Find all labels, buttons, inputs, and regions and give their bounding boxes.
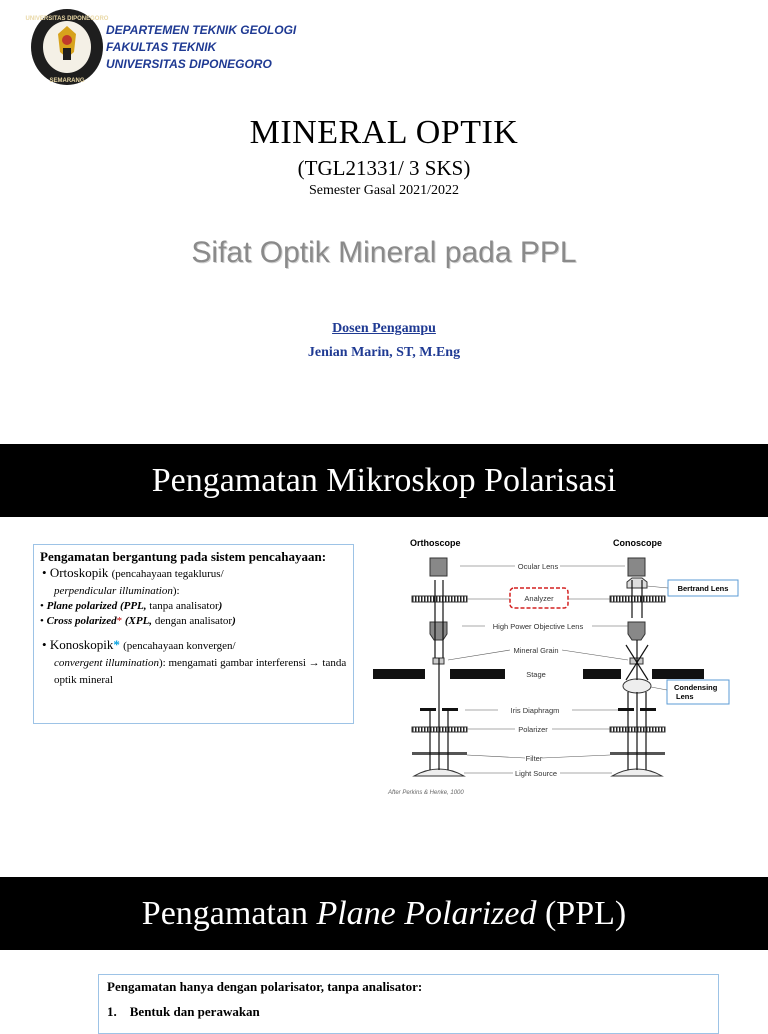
ocular-lens-label: Ocular Lens <box>517 562 559 571</box>
ocular-lens-left <box>430 558 447 576</box>
objective-left <box>430 622 447 640</box>
konoskopik-desc-b: convergent illumination <box>54 657 159 669</box>
filter-label: Filter <box>525 754 543 763</box>
ppl-textbox <box>98 974 719 1034</box>
ortoskopik-desc-c: ): <box>172 585 180 597</box>
konoskopik-term: Konoskopik <box>49 637 114 652</box>
xpl-term: Cross polarized <box>46 615 117 627</box>
logo-text-top: UNIVERSITAS DIPONEGORO <box>25 16 109 22</box>
ppl-term: Plane polarized <box>46 600 118 612</box>
semester: Semester Gasal 2021/2022 <box>308 183 460 198</box>
konoskopik-star: * <box>113 637 120 652</box>
condensing-callout-label-1: Condensing <box>674 683 718 692</box>
lighting-system-textbox <box>33 544 354 724</box>
konoskopik-desc-a: (pencahayaan konvergen/ <box>123 640 236 652</box>
ppl-header-c: (PPL) <box>536 895 627 932</box>
conoscope-label: Conoscope <box>613 538 663 548</box>
condensing-callout-label-2: Lens <box>676 692 694 701</box>
lecturer-name: Jenian Marin, ST, M.Eng <box>307 345 461 360</box>
institution-line-1: DEPARTEMEN TEKNIK GEOLOGI <box>106 23 297 37</box>
konoskopik-desc-c: ): mengamati gambar interferensi → tanda optik mineral <box>54 657 347 686</box>
ortoskopik-desc-b: perpendicular illumination <box>54 585 173 597</box>
orthoscope-label: Orthoscope <box>410 538 461 548</box>
analyzer-label: Analyzer <box>524 594 554 603</box>
ppl-header-a: Pengamatan <box>141 895 317 932</box>
iris-diaphragm-label: Iris Diaphragm <box>510 706 560 715</box>
stage-right-b <box>652 669 704 679</box>
mineral-grain-label: Mineral Grain <box>513 646 559 655</box>
lecturer-heading: Dosen Pengampu <box>332 321 436 336</box>
objective-right <box>628 622 645 640</box>
stage-left-a <box>373 669 425 679</box>
analyzer-right <box>610 596 665 602</box>
lecture-subtitle: Sifat Optik Mineral pada PPL <box>191 236 577 269</box>
intro-text: Pengamatan bergantung pada sistem pencahayaan: <box>40 549 327 564</box>
logo-text-bottom: SEMARANG <box>49 78 85 84</box>
sub-bullet-ppl: • Plane polarized (PPL, tanpa analisator) <box>40 600 223 612</box>
ppl-intro-line: Pengamatan hanya dengan polarisator, tanpa analisator: <box>107 979 423 994</box>
xpl-close: ) <box>232 615 236 627</box>
stage-left-b <box>450 669 505 679</box>
light-source-right <box>612 769 662 776</box>
diagram-credit: After Perkins & Henke, 1000 <box>388 790 464 796</box>
slide-header-ppl <box>0 877 768 950</box>
sub-bullet-xpl: • Cross polarized* (XPL, dengan analisator) <box>40 615 236 627</box>
ppl-close: ) <box>218 600 223 612</box>
institution-line-2: FAKULTAS TEKNIK <box>106 40 217 54</box>
bullet-ortoskopik: • Ortoskopik (pencahayaan tegaklurus/ perpendicular illumination): <box>42 565 224 597</box>
course-code: (TGL21331/ 3 SKS) <box>297 156 471 180</box>
bertrand-lens-shape <box>627 578 647 588</box>
light-source-left <box>414 769 464 776</box>
bertrand-callout-label: Bertrand Lens <box>677 584 729 593</box>
ortoskopik-term: Ortoskopik <box>49 565 109 580</box>
ppl-header-b: Plane Polarized <box>316 895 537 932</box>
ocular-lens-right <box>628 558 645 576</box>
stage-right-a <box>583 669 621 679</box>
ppl-abbr: (PPL, <box>119 600 147 612</box>
polarizer-label: Polarizer <box>518 725 548 734</box>
slide-header-microscope: Pengamatan Mikroskop Polarisasi <box>0 444 768 517</box>
ortoskopik-desc-a: (pencahayaan tegaklurus/ <box>111 568 224 580</box>
xpl-rest: dengan analisator <box>154 615 233 627</box>
analyzer-left <box>412 596 467 602</box>
bullet-konoskopik: • Konoskopik* (pencahayaan konvergen/ convergent illumination): mengamati gambar interferensi → tanda optik mineral <box>42 637 347 686</box>
stage-label: Stage <box>526 670 546 679</box>
university-logo <box>25 8 109 86</box>
xpl-abbr: (XPL, <box>124 615 153 627</box>
xpl-star: * <box>116 615 123 627</box>
light-source-label: Light Source <box>514 769 558 778</box>
course-title: MINERAL OPTIK <box>249 114 519 151</box>
institution-line-3: UNIVERSITAS DIPONEGORO <box>106 57 272 71</box>
ppl-rest: tanpa analisator <box>149 600 219 612</box>
objective-lens-label: High Power Objective Lens <box>492 622 584 631</box>
microscope-diagram <box>370 530 740 802</box>
condensing-lens-shape <box>623 679 651 693</box>
ppl-item-1: 1. Bentuk dan perawakan <box>107 1004 260 1019</box>
